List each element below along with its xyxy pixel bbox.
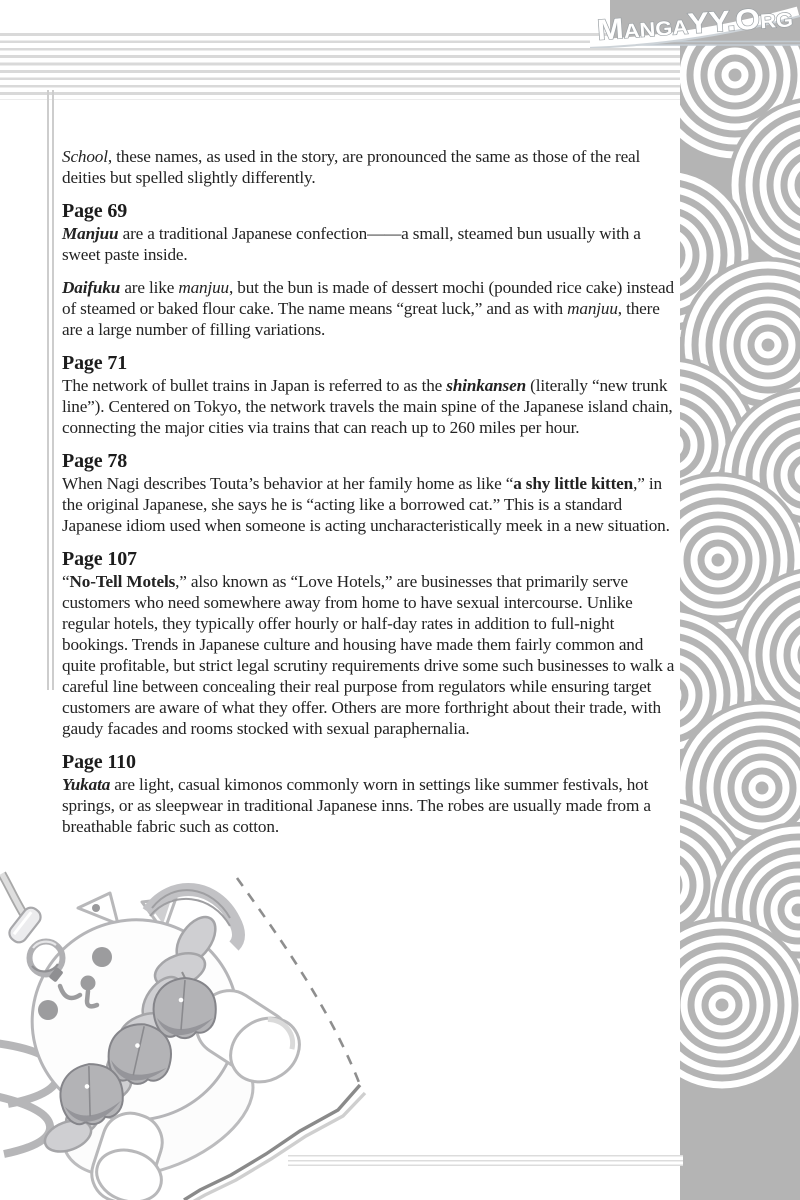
note-page-heading: Page 107 [62, 548, 137, 570]
text-segment: , there are a large number of filling variations. [62, 299, 660, 339]
cat-ear-dot [92, 904, 100, 912]
text-column [62, 146, 676, 849]
note-paragraph [62, 473, 676, 536]
text-segment: No-Tell Motels [69, 572, 176, 591]
cat-eye [92, 947, 112, 967]
watermark-text: MangaYY.Org [596, 2, 778, 47]
note-section [62, 352, 676, 438]
text-segment: are light, casual kimonos commonly worn in settings like summer festivals, hot springs, or as sleepwear in traditional Japanese inns. The robes are usually made from a breathable fabric such as cotton. [62, 775, 651, 836]
text-segment: School [62, 147, 108, 166]
left-vertical-rule [47, 90, 54, 690]
note-section [62, 200, 676, 340]
cat-charm-illustration [0, 868, 380, 1200]
notes-list [62, 200, 676, 837]
text-segment: manjuu [178, 278, 229, 297]
watermark-logo [590, 0, 800, 48]
note-paragraph [62, 223, 676, 265]
text-segment: Daifuku [62, 278, 121, 297]
text-segment: The network of bullet trains in Japan is referred to as the [62, 376, 447, 395]
tassel [154, 978, 216, 1038]
text-segment: , these names, as used in the story, are pronounced the same as those of the real deities but spelled slightly differently. [62, 147, 641, 187]
charm-clasp [6, 904, 44, 945]
note-section [62, 751, 676, 837]
text-segment: Manjuu [62, 224, 119, 243]
text-segment: manjuu [567, 299, 618, 318]
note-section [62, 450, 676, 536]
note-page-heading: Page 71 [62, 352, 128, 374]
cat-nose [81, 976, 96, 991]
text-segment: ,” also known as “Love Hotels,” are businesses that primarily serve customers who need somewhere away from home to have sexual intercourse. Unlike regular hotels, they typically offer hourly or half-day rates in addition to full-night bookings. Trends in Japanese culture and housing have made them fairly common and quite profitable, but strict legal scrutiny requirements drive some such businesses to walk a careful line between concealing their real purpose from regulators while ensuring target customers are aware of what they offer. Others are more forthright about their trade, with gaudy facades and rooms stocked with sexual paraphernalia. [62, 572, 675, 738]
note-paragraph [62, 375, 676, 438]
text-segment: are like [120, 278, 179, 297]
text-segment: When Nagi describes Touta’s behavior at her family home as like “ [62, 474, 514, 493]
note-section [62, 548, 676, 739]
text-segment: ,” in the original Japanese, she says he is “acting like a borrowed cat.” This is a standard Japanese idiom used when someone is acting uncharacteristically meek in a new situation. [62, 474, 670, 535]
cat-eye [38, 1000, 58, 1020]
text-segment: , but the bun is made of dessert mochi (pounded rice cake) instead of steamed or baked flour cake. The name means “great luck,” and as with [62, 278, 674, 318]
note-page-heading: Page 78 [62, 450, 128, 472]
note-page-heading: Page 69 [62, 200, 128, 222]
right-pattern-band [680, 0, 800, 1200]
note-page-heading: Page 110 [62, 751, 136, 773]
note-paragraph [62, 774, 676, 837]
note-paragraph [62, 571, 676, 739]
top-stripes-decoration [0, 33, 683, 100]
text-segment: are a traditional Japanese confection——a small, steamed bun usually with a sweet paste inside. [62, 224, 641, 264]
intro-paragraph [62, 146, 676, 188]
text-segment: Yukata [62, 775, 111, 794]
bottom-rule-lines [288, 1155, 683, 1166]
text-segment: (literally “new trunk line”). Centered on Tokyo, the network travels the main spine of the Japanese island chain, connecting the major cities via trains that can reach up to 260 miles per hour. [62, 376, 673, 437]
text-segment: shinkansen [446, 376, 526, 395]
text-segment: a shy little kitten [513, 474, 634, 493]
text-segment: “ [62, 572, 70, 591]
note-paragraph [62, 277, 676, 340]
